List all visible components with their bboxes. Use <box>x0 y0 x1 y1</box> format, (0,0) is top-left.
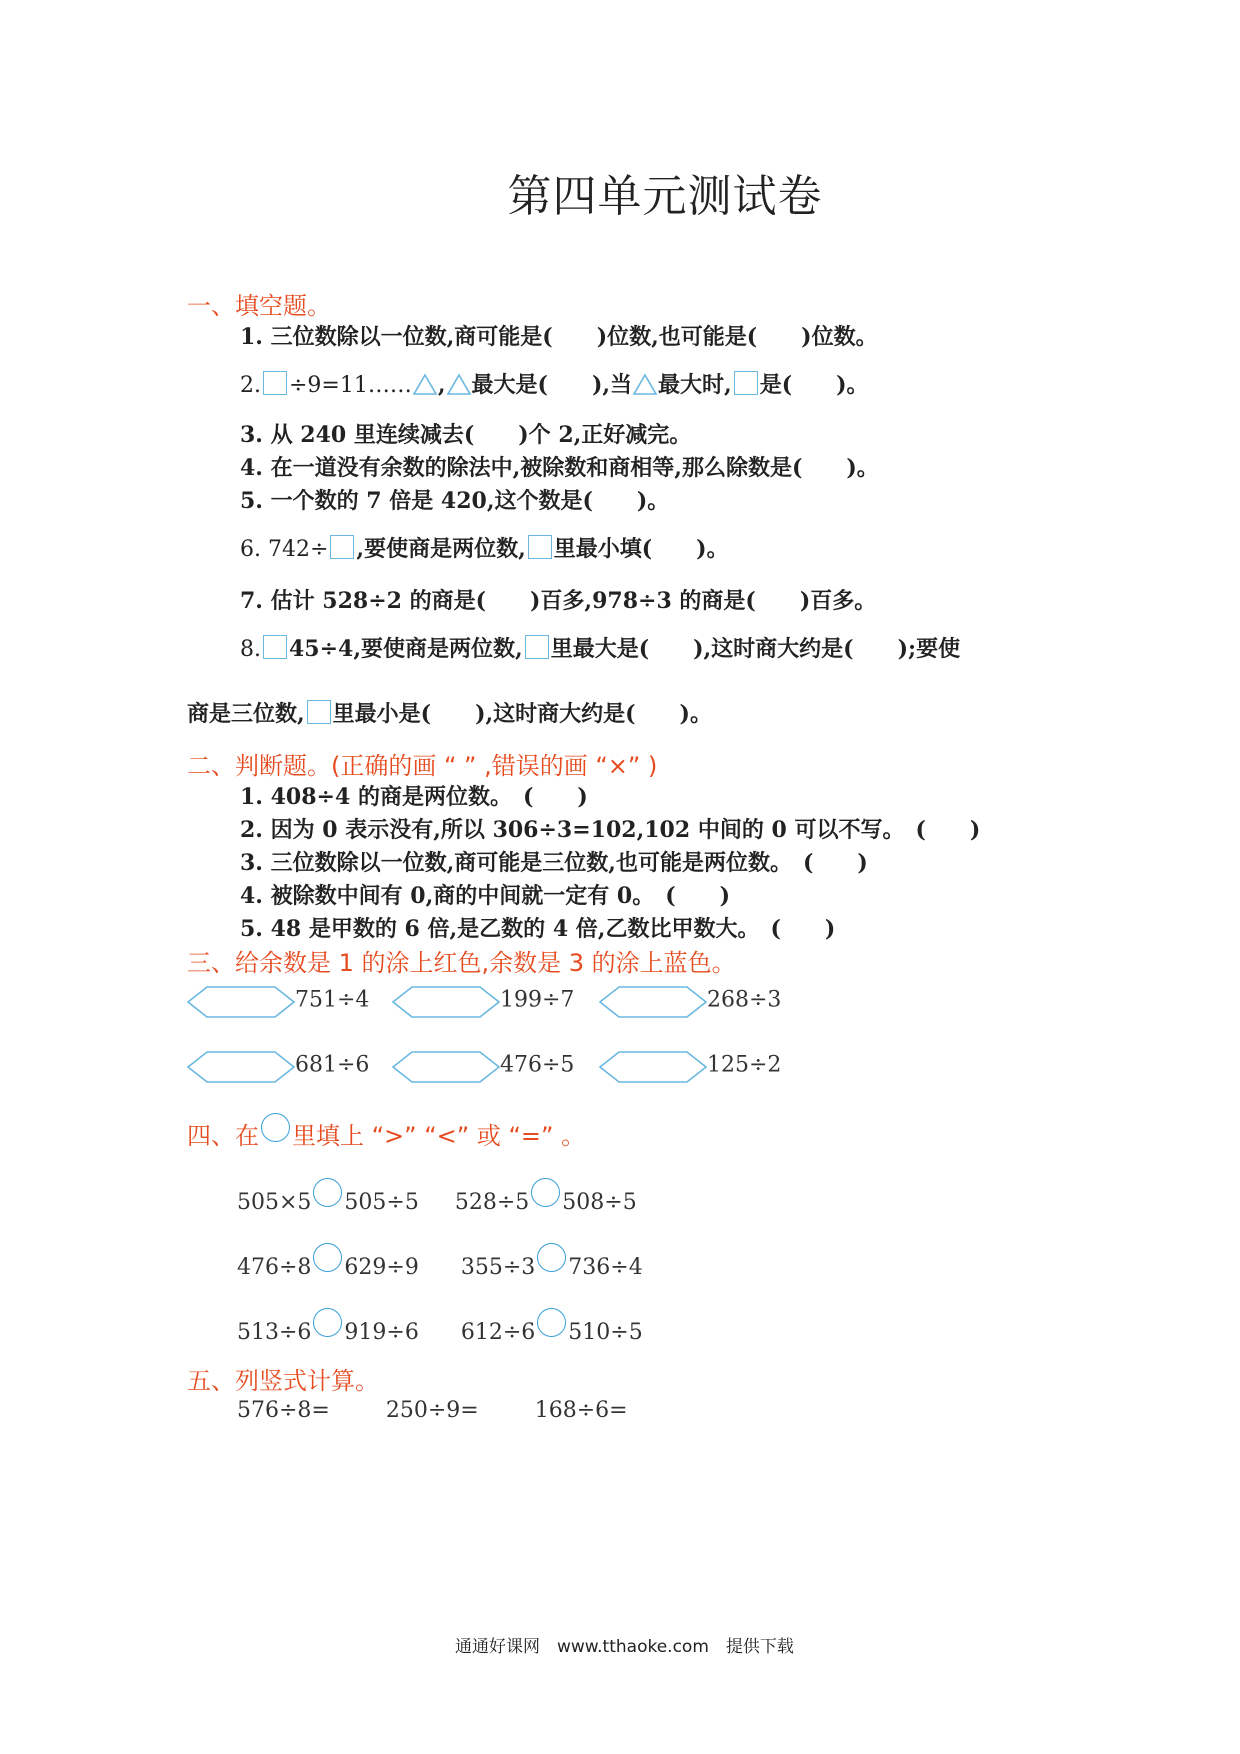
q2-text-b: 最大时, <box>658 372 732 398</box>
section-judge-heading: 二、判断题。(正确的画 “ ” ,错误的画 “×” ) <box>187 752 658 780</box>
q6-text-a: ,要使商是两位数, <box>356 536 526 562</box>
hex-expression: 476÷5 <box>500 1052 575 1078</box>
compare-left: 476÷8 <box>237 1255 312 1280</box>
hex-expression: 751÷4 <box>295 987 370 1013</box>
square-box-icon <box>263 635 287 659</box>
q2-text-c: 是( )。 <box>759 372 869 398</box>
fill-question-1: 1. 三位数除以一位数,商可能是( )位数,也可能是( )位数。 <box>240 324 878 350</box>
fill-question-4: 4. 在一道没有余数的除法中,被除数和商相等,那么除数是( )。 <box>240 455 879 481</box>
triangle-icon <box>412 373 438 395</box>
compare-right: 919÷6 <box>344 1320 419 1345</box>
footer-credit: 通通好课网 www.tthaoke.com 提供下载 <box>455 1637 794 1657</box>
fill-question-8 <box>240 632 960 663</box>
judge-question-2: 2. 因为 0 表示没有,所以 306÷3=102,102 中间的 0 可以不写。 ( ) <box>240 817 981 843</box>
compare-right: 510÷5 <box>568 1320 643 1345</box>
square-box-icon <box>734 371 758 395</box>
calc-item: 168÷6= <box>534 1398 628 1423</box>
hexagon-row-2 <box>187 1050 804 1084</box>
fill-question-5: 5. 一个数的 7 倍是 420,这个数是( )。 <box>240 488 670 514</box>
fill-question-2 <box>240 368 869 399</box>
hex-expression: 199÷7 <box>500 987 575 1013</box>
section-color-heading: 三、给余数是 1 的涂上红色,余数是 3 的涂上蓝色。 <box>187 949 736 977</box>
fill-question-7: 7. 估计 528÷2 的商是( )百多,978÷3 的商是( )百多。 <box>240 588 877 614</box>
square-box-icon <box>263 371 287 395</box>
triangle-icon <box>632 373 658 395</box>
circle-icon <box>261 1113 290 1142</box>
square-box-icon <box>525 635 549 659</box>
compare-heading-a: 四、在 <box>187 1122 259 1150</box>
compare-right: 629÷9 <box>344 1255 419 1280</box>
compare-left: 355÷3 <box>460 1255 536 1280</box>
circle-icon <box>313 1178 342 1207</box>
q8-text-d: 里最小是( ),这时商大约是( )。 <box>332 701 712 727</box>
fill-question-3: 3. 从 240 里连续减去( )个 2,正好减完。 <box>240 422 692 448</box>
square-box-icon <box>307 700 331 724</box>
hexagon-row-1 <box>187 985 804 1019</box>
hexagon-icon <box>392 985 500 1019</box>
fill-question-6 <box>240 532 729 563</box>
hexagon-icon <box>599 1050 707 1084</box>
compare-right: 736÷4 <box>568 1255 643 1280</box>
q8-text-c: 商是三位数, <box>187 701 305 727</box>
page-title: 第四单元测试卷 <box>507 171 823 222</box>
compare-left: 505×5 <box>237 1190 312 1215</box>
q2-comma: , <box>437 372 446 398</box>
fill-question-8-continued <box>187 697 712 728</box>
q2-text-a: 最大是( ),当 <box>471 372 633 398</box>
circle-icon <box>537 1308 566 1337</box>
circle-icon <box>531 1178 560 1207</box>
q6-expression: 6. 742÷ <box>240 537 329 562</box>
q6-text-b: 里最小填( )。 <box>553 536 729 562</box>
q8-text-a: 45÷4,要使商是两位数, <box>289 636 523 662</box>
hex-expression: 125÷2 <box>707 1052 782 1078</box>
judge-question-1: 1. 408÷4 的商是两位数。 ( ) <box>240 784 588 810</box>
square-box-icon <box>330 535 354 559</box>
calc-item: 576÷8= <box>237 1398 330 1423</box>
circle-icon <box>537 1243 566 1272</box>
q2-expression: ÷9=11…… <box>289 373 412 398</box>
section-calc-heading: 五、列竖式计算。 <box>187 1367 379 1395</box>
hex-expression: 681÷6 <box>295 1052 370 1078</box>
circle-icon <box>313 1243 342 1272</box>
compare-left: 528÷5 <box>454 1190 530 1215</box>
q8-text-b: 里最大是( ),这时商大约是( );要使 <box>550 636 961 662</box>
hexagon-icon <box>187 1050 295 1084</box>
q8-number: 8. <box>240 637 261 662</box>
judge-question-5: 5. 48 是甲数的 6 倍,是乙数的 4 倍,乙数比甲数大。 ( ) <box>240 916 836 942</box>
hexagon-icon <box>599 985 707 1019</box>
compare-right: 508÷5 <box>562 1190 637 1215</box>
compare-left: 513÷6 <box>237 1320 312 1345</box>
hexagon-icon <box>392 1050 500 1084</box>
triangle-icon <box>446 373 472 395</box>
compare-row-3 <box>237 1308 643 1345</box>
square-box-icon <box>528 535 552 559</box>
section-compare-heading <box>187 1113 585 1151</box>
q2-number: 2. <box>240 373 261 398</box>
section-fill-blank-heading: 一、填空题。 <box>187 292 331 320</box>
calc-row <box>237 1398 628 1423</box>
compare-left: 612÷6 <box>460 1320 536 1345</box>
hexagon-icon <box>187 985 295 1019</box>
hex-expression: 268÷3 <box>707 987 782 1013</box>
compare-right: 505÷5 <box>344 1190 419 1215</box>
compare-heading-b: 里填上 “>” “<” 或 “=” 。 <box>292 1122 586 1150</box>
calc-item: 250÷9= <box>385 1398 479 1423</box>
judge-question-3: 3. 三位数除以一位数,商可能是三位数,也可能是两位数。 ( ) <box>240 850 868 876</box>
circle-icon <box>313 1308 342 1337</box>
compare-row-1 <box>237 1178 637 1215</box>
compare-row-2 <box>237 1243 643 1280</box>
judge-question-4: 4. 被除数中间有 0,商的中间就一定有 0。 ( ) <box>240 883 731 909</box>
